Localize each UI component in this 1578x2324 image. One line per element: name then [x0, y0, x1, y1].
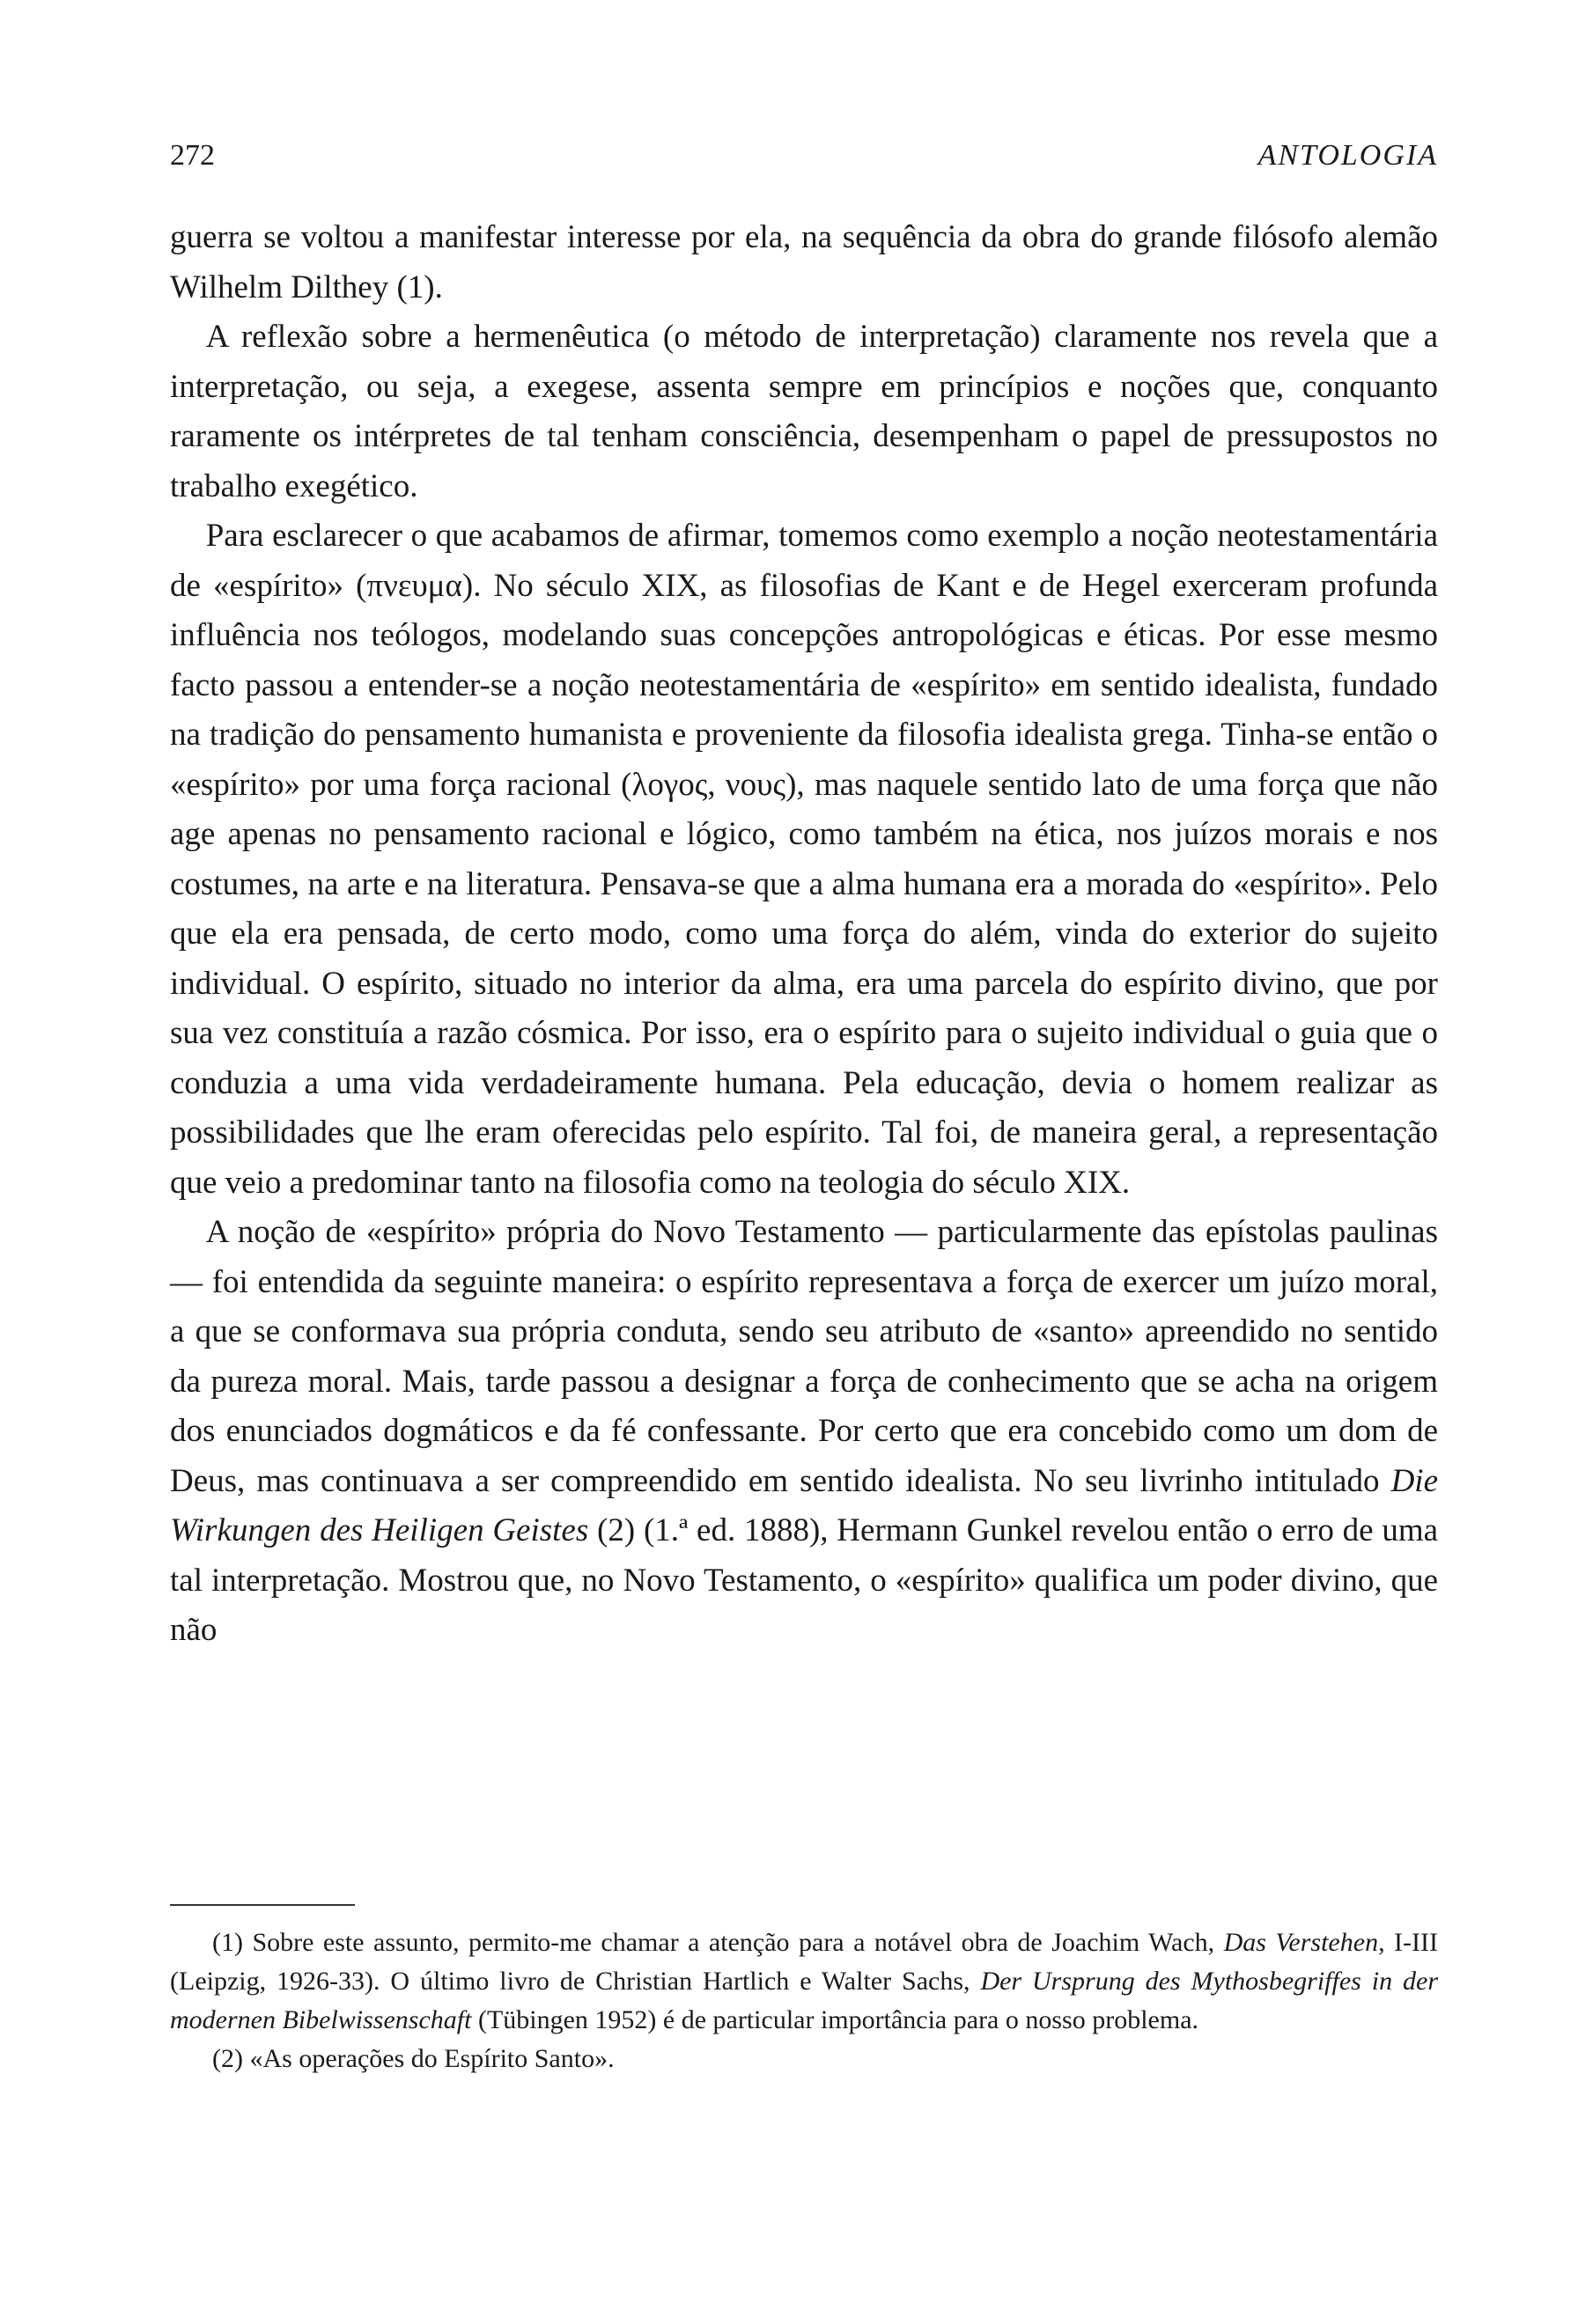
footnote-divider: [170, 1904, 355, 1906]
footnote-2-text: «As operações do Espírito Santo».: [249, 2044, 615, 2073]
footnote-ref-1: (1): [396, 268, 435, 305]
footnote-ref-2: (2): [597, 1512, 636, 1548]
footnote-2-marker: (2): [212, 2044, 243, 2073]
page-number: 272: [170, 139, 215, 172]
body-text: [170, 213, 1438, 1656]
footnotes: [170, 1923, 1438, 2078]
footnote-1-text-a: Sobre este assunto, permito-me chamar a atenção para a notável obra de Joachim Wach,: [252, 1928, 1215, 1957]
paragraph-1-text: guerra se voltou a manifestar interesse por ela, na sequência da obra do grande filósofo alemão Wilhelm Dilthey: [170, 219, 1438, 305]
footnote-2: [170, 2040, 1438, 2078]
paragraph-4-text-b: (1.ª ed. 1888), Hermann Gunkel revelou então o erro de uma tal interpretação. Mostrou que, no Novo Testamento, o «espírito» qualifica um poder divino, que não: [170, 1512, 1439, 1648]
running-title: ANTOLOGIA: [1257, 139, 1438, 172]
footnote-1-marker: (1): [212, 1928, 243, 1957]
paragraph-3: Para esclarecer o que acabamos de afirmar, tomemos como exemplo a noção neotestamentária de «espírito» (πνευμα). No século XIX, as filosofias de Kant e de Hegel exerceram profunda influência nos teólogos, modelando suas concepções antropológicas e éticas. Por esse mesmo facto passou a entender-se a noção neotestamentária de «espírito» em sentido idealista, fundado na tradição do pensamento humanista e proveniente da filosofia idealista grega. Tinha-se então o «espírito» por uma força racional (λογος, νους), mas naquele sentido lato de uma força que não age apenas no pensamento racional e lógico, como também na ética, nos juízos morais e nos costumes, na arte e na literatura. Pensava-se que a alma humana era a morada do «espírito». Pelo que ela era pensada, de certo modo, como uma força do além, vinda do exterior do sujeito individual. O espírito, situado no interior da alma, era uma parcela do espírito divino, que por sua vez constituía a razão cósmica. Por isso, era o espírito para o sujeito individual o guia que o conduzia a uma vida verdadeiramente humana. Pela educação, devia o homem realizar as possibilidades que lhe eram oferecidas pelo espírito. Tal foi, de maneira geral, a representação que veio a predominar tanto na filosofia como na teologia do século XIX.: [170, 518, 1438, 1201]
page: [170, 139, 1438, 1656]
paragraph-1-end: .: [434, 268, 443, 305]
paragraph-4-text-a: A noção de «espírito» própria do Novo Testamento — particularmente das epístolas paulinas — foi entendida da seguinte maneira: o espírito representava a força de exercer um juízo moral, a que se conformava sua própria conduta, sendo seu atributo de «santo» apreendido no sentido da pureza moral. Mais, tarde passou a designar a força de conhecimento que se acha na origem dos enunciados dogmáticos e da fé confessante. Por certo que era concebido como um dom de Deus, mas continuava a ser compreendido em sentido idealista. No seu livrinho intitulado: [170, 1214, 1438, 1499]
footnote-1-text-c: (Tübingen 1952) é de particular importância para o nosso problema.: [477, 2005, 1199, 2034]
book-title-wach: Das Verstehen,: [1223, 1928, 1385, 1957]
footnote-1-text-b: I-III (Leipzig, 1926-33). O último livro de Christian Hartlich e Walter Sachs,: [170, 1928, 1438, 1996]
book-title-gunkel: Die Wirkungen des Heiligen Geistes: [170, 1462, 1438, 1548]
book-title-hartlich-sachs: Der Ursprung des Mythosbegriffes in der modernen Bibelwissenschaft: [170, 1967, 1438, 2034]
paragraph-1: [170, 213, 1438, 313]
paragraph-4: [170, 1208, 1438, 1656]
paragraph-2: A reflexão sobre a hermenêutica (o método de interpretação) claramente nos revela que a interpretação, ou seja, a exegese, assenta sempre em princípios e noções que, conquanto raramente os intérpretes de tal tenham consciência, desempenham o papel de pressupostos no trabalho exegético.: [170, 319, 1438, 504]
footnote-1: [170, 1923, 1438, 2040]
running-head: [170, 139, 1438, 188]
